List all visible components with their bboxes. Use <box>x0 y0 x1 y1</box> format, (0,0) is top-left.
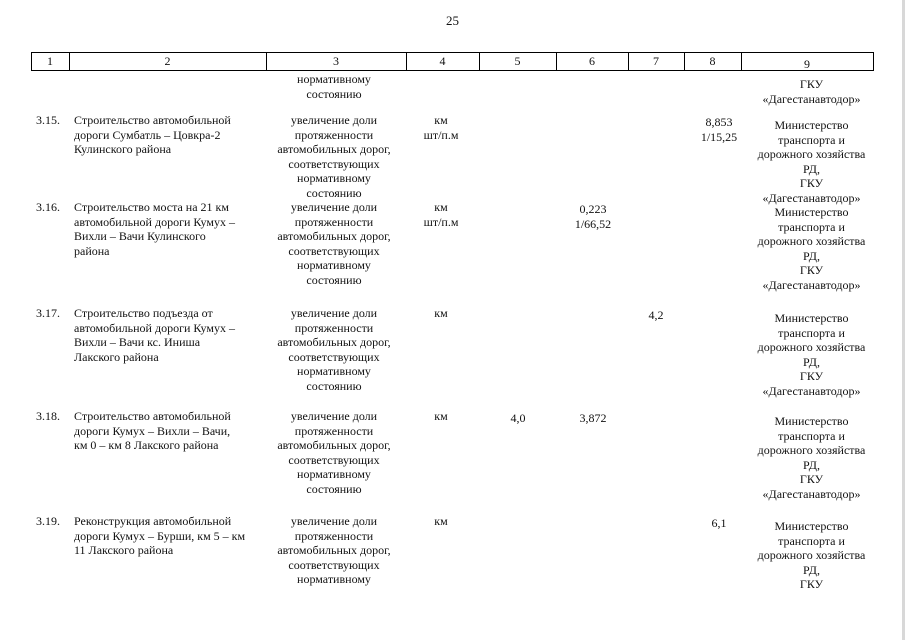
cell-line: района <box>74 243 110 258</box>
cell-line: нормативному <box>297 171 371 186</box>
indicator <box>266 200 402 288</box>
object-name <box>74 514 266 558</box>
cell-line: Министерство <box>774 414 849 428</box>
cell-line: Строительство автомобильной <box>74 113 231 127</box>
cell-line: 4,2 <box>648 308 664 322</box>
cell-line: соответствующих <box>288 349 380 364</box>
cell-line: транспорта и <box>778 428 845 443</box>
executor <box>744 519 879 592</box>
row-number: 3.19. <box>36 514 60 528</box>
cell-line: дорожного хозяйства <box>757 234 866 249</box>
cell-line: протяженности <box>294 528 374 543</box>
cell-line: нормативному <box>297 572 371 587</box>
cell-line: увеличение доли <box>290 200 378 214</box>
cell-line: автомобильных дорог, <box>277 543 391 558</box>
cell-line: РД, <box>803 161 820 176</box>
cell-line: 11 Лакского района <box>74 543 174 558</box>
object-name <box>74 409 266 453</box>
page-number: 25 <box>446 13 459 28</box>
executor <box>744 311 879 399</box>
header-col-1: 1 <box>47 54 53 68</box>
value-col-5 <box>488 411 548 426</box>
header-col-5: 5 <box>514 54 521 68</box>
cell-line: Строительство моста на 21 км <box>74 200 229 214</box>
cell-line: Строительство автомобильной <box>74 409 231 423</box>
cell-line: дороги Кумух – Бурши, км 5 – км <box>74 528 246 543</box>
continued-executor: ГКУ «Дагестанавтодор» <box>762 77 861 106</box>
cell-line: увеличение доли <box>290 514 378 528</box>
cell-line: соответствующих <box>288 452 380 467</box>
header-col-8: 8 <box>709 54 716 68</box>
cell-line: 8,853 <box>705 115 733 129</box>
cell-line: Министерство <box>774 205 849 219</box>
cell-line: Вихли – Вачи Кулинского <box>74 229 206 244</box>
cell-line: Кулинского района <box>74 142 172 157</box>
cell-line: «Дагестанавтодор» <box>762 383 861 398</box>
header-col-7: 7 <box>653 54 659 68</box>
cell-line: состоянию <box>306 272 362 287</box>
cell-line: автомобильных дорог, <box>277 335 391 350</box>
row-number: 3.15. <box>36 113 60 127</box>
cell-line: Реконструкция автомобильной <box>74 514 232 528</box>
cell-line: дороги Кумух – Вихли – Вачи, <box>74 423 231 438</box>
cell-line: автомобильных дорог, <box>277 229 391 244</box>
cell-line: «Дагестанавтодор» <box>762 486 861 501</box>
continued-indicator: нормативному состоянию <box>297 72 371 101</box>
column-divider <box>873 53 874 70</box>
cell-line: км <box>434 306 448 320</box>
cell-line: ГКУ <box>799 263 824 278</box>
cell-line: «Дагестанавтодор» <box>762 190 861 205</box>
object-name <box>74 113 266 157</box>
cell-line: РД, <box>803 457 820 472</box>
cell-line: нормативному <box>297 258 371 273</box>
unit <box>408 306 474 321</box>
cell-line: РД, <box>803 248 820 263</box>
cell-line: шт/п.м <box>423 214 459 229</box>
value-col-7 <box>629 308 683 323</box>
cell-line: Министерство <box>774 118 849 132</box>
unit <box>408 514 474 529</box>
executor <box>744 414 879 502</box>
row-number: 3.17. <box>36 306 60 320</box>
cell-line: нормативному <box>297 364 371 379</box>
object-name <box>74 200 266 258</box>
indicator <box>266 306 402 394</box>
cell-line: дорожного хозяйства <box>757 443 866 458</box>
value-col-8 <box>688 115 750 144</box>
cell-line: дорожного хозяйства <box>757 548 866 563</box>
cell-line: автомобильных дорог, <box>277 142 391 157</box>
cell-line: шт/п.м <box>423 127 459 142</box>
cell-line: 3,872 <box>579 411 607 425</box>
cell-line: Вихли – Вачи кс. Иниша <box>74 335 201 350</box>
row-number: 3.18. <box>36 409 60 423</box>
header-col-3: 3 <box>333 54 339 68</box>
cell-line: 1/15,25 <box>700 129 738 144</box>
cell-line: протяженности <box>294 423 374 438</box>
cell-line: протяженности <box>294 214 374 229</box>
cell-line: ГКУ <box>799 472 824 487</box>
cell-line: увеличение доли <box>290 113 378 127</box>
indicator <box>266 113 402 201</box>
cell-line: состоянию <box>306 185 362 200</box>
cell-line: увеличение доли <box>290 409 378 423</box>
cell-line: автомобильных дорог, <box>277 438 391 453</box>
cell-line: дороги Сумбатль – Цовкра-2 <box>74 127 221 142</box>
cell-line: ГКУ <box>799 577 824 592</box>
cell-line: транспорта и <box>778 533 845 548</box>
cell-line: Министерство <box>774 311 849 325</box>
cell-line: Министерство <box>774 519 849 533</box>
header-col-2: 2 <box>164 54 171 68</box>
cell-line: транспорта и <box>778 132 845 147</box>
indicator <box>266 409 402 497</box>
cell-line: автомобильной дороги Кумух – <box>74 320 235 335</box>
cell-line: соответствующих <box>288 557 380 572</box>
cell-line: 1/66,52 <box>574 216 612 231</box>
cell-line: соответствующих <box>288 243 380 258</box>
table-header <box>31 52 874 71</box>
cell-line: «Дагестанавтодор» <box>762 277 861 292</box>
cell-line: ГКУ <box>799 176 824 191</box>
cell-line: транспорта и <box>778 325 845 340</box>
value-col-8 <box>688 516 750 531</box>
cell-line: км <box>434 113 448 127</box>
header-col-4: 4 <box>439 54 446 68</box>
cell-line: км 0 – км 8 Лакского района <box>74 438 219 453</box>
cell-line: протяженности <box>294 127 374 142</box>
cell-line: 4,0 <box>510 411 526 425</box>
cell-line: транспорта и <box>778 219 845 234</box>
cell-line: РД, <box>803 354 820 369</box>
cell-line: Лакского района <box>74 349 159 364</box>
header-col-9: 9 <box>804 57 810 71</box>
unit <box>408 409 474 424</box>
row-number: 3.16. <box>36 200 60 214</box>
cell-line: дорожного хозяйства <box>757 340 866 355</box>
executor <box>744 205 879 293</box>
indicator <box>266 514 402 587</box>
header-col-6: 6 <box>589 54 595 68</box>
cell-line: Строительство подъезда от <box>74 306 213 320</box>
value-col-6 <box>557 202 629 231</box>
cell-line: дорожного хозяйства <box>757 147 866 162</box>
cell-line: РД, <box>803 562 820 577</box>
cell-line: состоянию <box>306 481 362 496</box>
cell-line: протяженности <box>294 320 374 335</box>
executor <box>744 118 879 206</box>
cell-line: нормативному <box>297 467 371 482</box>
cell-line: 6,1 <box>711 516 727 530</box>
cell-line: км <box>434 514 448 528</box>
value-col-6 <box>557 411 629 426</box>
cell-line: ГКУ <box>799 369 824 384</box>
unit <box>408 113 474 142</box>
cell-line: км <box>434 409 448 423</box>
cell-line: состоянию <box>306 378 362 393</box>
cell-line: автомобильной дороги Кумух – <box>74 214 235 229</box>
cell-line: 0,223 <box>579 202 607 216</box>
cell-line: соответствующих <box>288 156 380 171</box>
object-name <box>74 306 266 364</box>
cell-line: км <box>434 200 448 214</box>
cell-line: увеличение доли <box>290 306 378 320</box>
unit <box>408 200 474 229</box>
